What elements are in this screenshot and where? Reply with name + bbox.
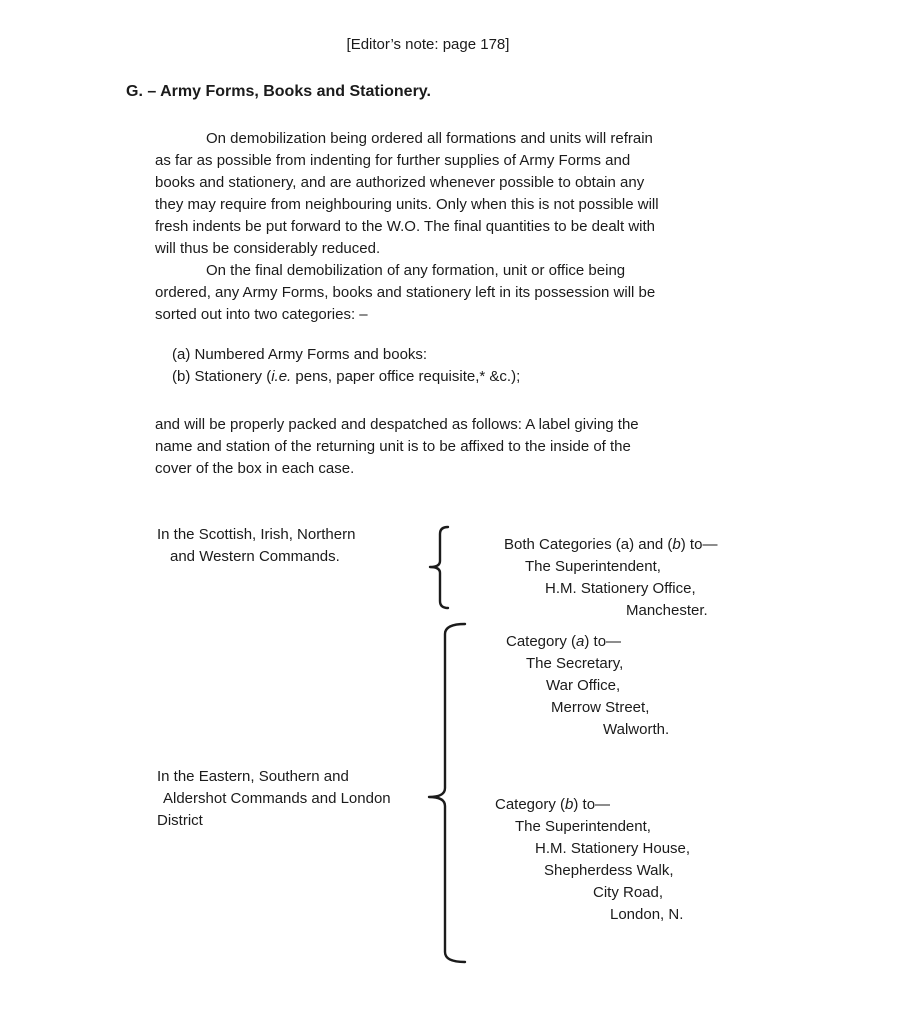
text-line: and will be properly packed and despatched as follows: A label giving the [155,416,639,433]
text-line: Shepherdess Walk, [544,862,674,879]
small-brace-icon [422,521,452,615]
body-paragraphs [155,128,659,326]
text-line: On the final demobilization of any formation, unit or office being [206,262,626,279]
list-item-b: (b) Stationery (i.e. pens, paper office requisite,* &c.); [172,368,521,385]
text-line: sorted out into two categories: – [155,306,368,323]
text-line: Merrow Street, [551,699,650,716]
text-line: books and stationery, and are authorized whenever possible to obtain any [155,174,645,191]
list-item-a: (a) Numbered Army Forms and books: [172,346,428,363]
text-line: District [157,812,203,829]
text-line: The Superintendent, [515,818,651,835]
text-line: On demobilization being ordered all formations and units will refrain [206,130,653,147]
text-line: name and station of the returning unit is to be affixed to the inside of the [155,438,631,455]
text-line: City Road, [593,884,664,901]
category-list [172,344,520,388]
text-line: Aldershot Commands and London [163,790,391,807]
text-line: Walworth. [603,721,670,738]
text-line: Category (b) to— [495,796,611,813]
text-line: The Secretary, [526,655,624,672]
text-line: War Office, [546,677,621,694]
text-line: ordered, any Army Forms, books and stationery left in its possession will be [155,284,656,301]
editor-note: [Editor’s note: page 178] [346,36,510,53]
text-line: Manchester. [626,602,708,619]
text-line: cover of the box in each case. [155,460,355,477]
large-brace-icon [422,618,470,968]
text-line: H.M. Stationery House, [535,840,691,857]
text-line: H.M. Stationery Office, [545,580,696,597]
section-heading: G. – Army Forms, Books and Stationery. [126,83,431,100]
group2-category-a-address [506,631,669,741]
text-line: and Western Commands. [170,548,340,565]
text-line: London, N. [610,906,684,923]
text-line: will thus be considerably reduced. [155,240,381,257]
text-line: In the Eastern, Southern and [157,768,349,785]
text-line: Both Categories (a) and (b) to— [504,536,718,553]
text-line: fresh indents be put forward to the W.O. The final quantities to be dealt with [155,218,656,235]
text-line: as far as possible from indenting for further supplies of Army Forms and [155,152,631,169]
group2-destination [157,766,391,832]
text-line: In the Scottish, Irish, Northern [157,526,356,543]
text-line: Category (a) to— [506,633,622,650]
text-line: they may require from neighbouring units. Only when this is not possible will [155,196,659,213]
group1-destination [157,524,355,568]
text-line: The Superintendent, [525,558,661,575]
group2-category-b-address [495,794,690,926]
group1-address [504,534,717,622]
packing-paragraph [155,414,639,480]
